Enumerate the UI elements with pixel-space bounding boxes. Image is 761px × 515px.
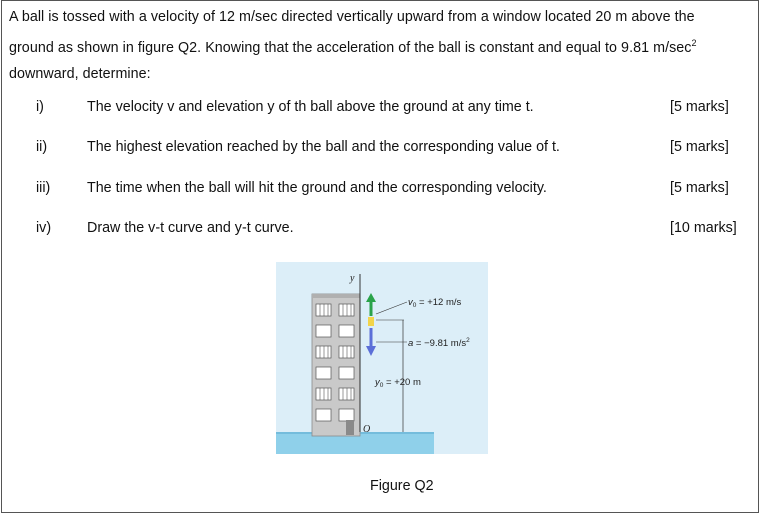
origin-label: O — [363, 424, 371, 435]
question-text: The velocity v and elevation y of th ball above the ground at any time t. — [87, 99, 534, 115]
question-text: The time when the ball will hit the ground and the corresponding velocity. — [87, 180, 547, 196]
question-number: iii) — [36, 180, 51, 196]
v0-label: $v_0 = +12$ m/s — [408, 297, 462, 309]
question-marks: [10 marks] — [670, 220, 737, 236]
intro-line-3: downward, determine: — [9, 65, 151, 82]
question-marks: [5 marks] — [670, 139, 729, 155]
question-number: ii) — [36, 139, 48, 155]
superscript-2: 2 — [691, 38, 697, 48]
y0-label: $y_0 = +20$ m — [375, 377, 421, 389]
question-item — [0, 139, 761, 163]
intro-line-1: A ball is tossed with a velocity of 12 m/sec directed vertically upward from a window located 20 m above the — [9, 9, 695, 25]
question-number: i) — [36, 99, 44, 115]
question-item — [0, 180, 761, 204]
question-item — [0, 99, 761, 123]
question-number: iv) — [36, 220, 52, 236]
question-text: The highest elevation reached by the ball and the corresponding value of t. — [87, 139, 560, 155]
problem-statement — [9, 4, 757, 87]
figure-caption: Figure Q2 — [370, 478, 434, 494]
y-axis-label: y — [350, 273, 355, 284]
figure-q2-diagram — [276, 262, 488, 454]
acceleration-label: a = −9.81 $m/s^2$ — [408, 337, 470, 349]
building — [312, 294, 360, 436]
figure-background — [276, 262, 488, 454]
intro-line-2-text: ground as shown in figure Q2. Knowing that the acceleration of the ball is constant and equal to 9.81 m/sec — [9, 39, 692, 56]
ball — [368, 317, 374, 326]
intro-line-2 — [9, 30, 757, 61]
question-text: Draw the v-t curve and y-t curve. — [87, 220, 294, 236]
question-item — [0, 220, 761, 244]
question-marks: [5 marks] — [670, 99, 729, 115]
question-marks: [5 marks] — [670, 180, 729, 196]
